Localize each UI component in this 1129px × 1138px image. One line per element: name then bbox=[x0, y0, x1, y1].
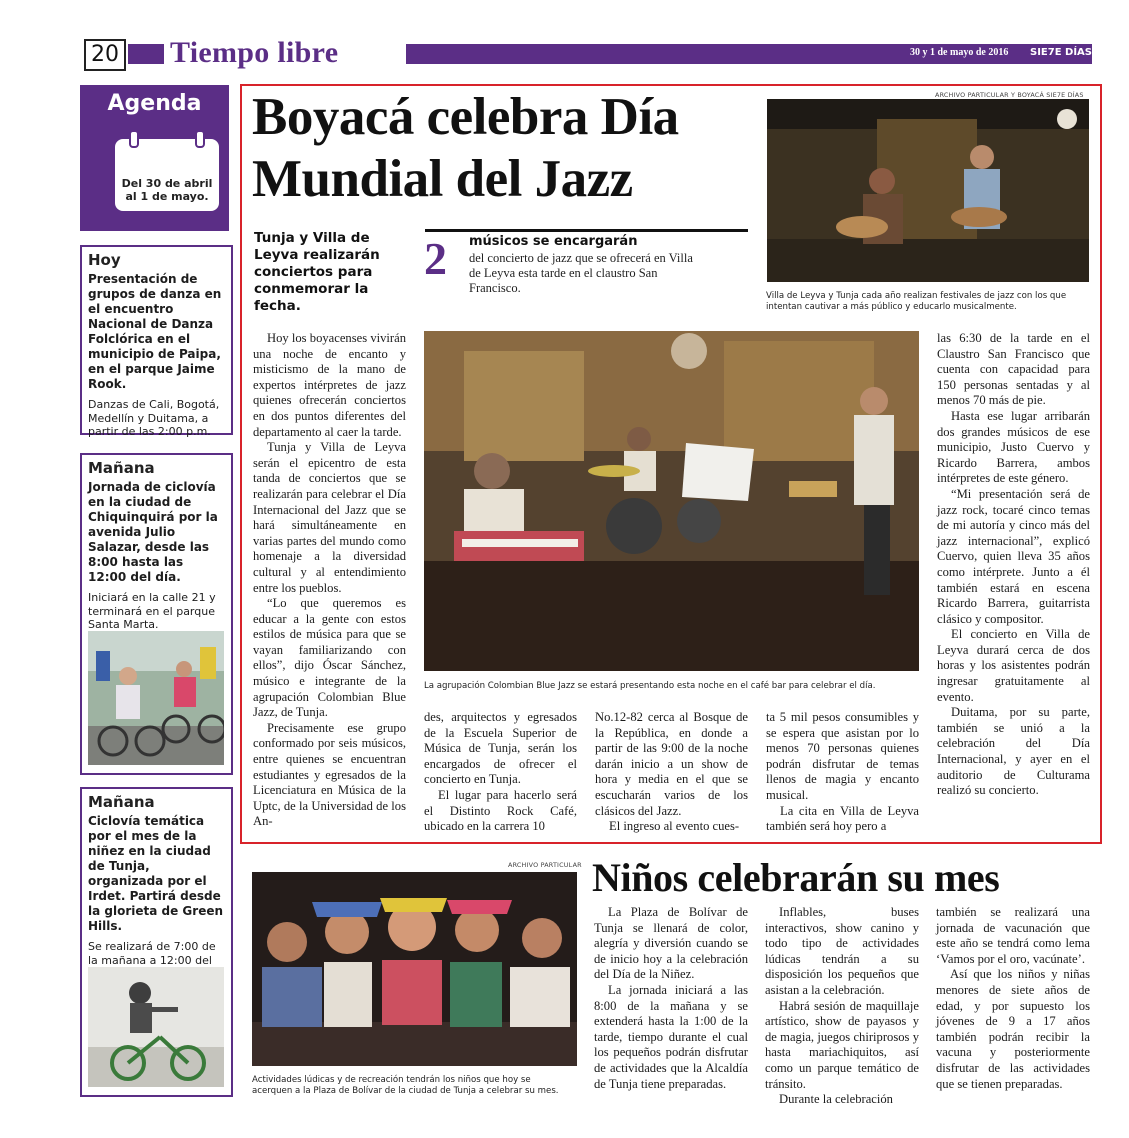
paragraph: La Plaza de Bolívar de Tunja se llenará de color, alegría y diversión cuando se de inicio hoy a la celebración del Día de la Niñez. bbox=[594, 905, 748, 982]
ninos-column-3 bbox=[936, 905, 1090, 1092]
paragraph: las 6:30 de la tarde en el Claustro San Francisco que cuenta con capacidad para 150 personas sentadas y al menos 70 más de pie. bbox=[937, 331, 1090, 408]
jazz-photo-credit: ARCHIVO PARTICULAR Y BOYACÁ SIE7E DÍAS bbox=[935, 91, 1084, 99]
agenda-item-lead: Ciclovía temática por el mes de la niñez en la ciudad de Tunja, organizada por el Irdet. Partirá desde la glorieta de Green Hills. bbox=[88, 814, 224, 933]
paragraph: des, arquitectos y egresados de la Escuela Superior de Música de Tunja, serán los encargados de ofrecer el concierto en Tunja. bbox=[424, 710, 577, 787]
guitarists-photo bbox=[767, 99, 1089, 282]
guitarists-caption: Villa de Leyva y Tunja cada año realizan festivales de jazz con los que intentan cautivar a más público y educarlo musicalmente. bbox=[766, 291, 1067, 312]
agenda-dates: Del 30 de abril al 1 de mayo. bbox=[121, 177, 213, 203]
page-number: 20 bbox=[84, 39, 126, 71]
paragraph: Precisamente ese grupo conformado por seis músicos, entre quienes se encuentran estudiantes y egresados de la Licenciatura en Música de la Uptc, de la Universidad de los An- bbox=[253, 720, 406, 829]
jazz-column-1 bbox=[253, 331, 406, 830]
paragraph: Así que los niños y niñas menores de siete años de edad, y por supuesto los jóvenes de 9 a 17 años también podrán recibir la vacuna y posteriormente disfrutar de las actividades que se tienen preparadas. bbox=[936, 967, 1090, 1091]
paragraph: La jornada iniciará a las 8:00 de la mañana y se extenderá hasta la 1:00 de la tarde, tiempo durante el cual los pequeños podrán disfrutar de actividades que la Alcaldía de Tunja tiene preparadas. bbox=[594, 982, 748, 1091]
paragraph: El ingreso al evento cues- bbox=[609, 819, 740, 834]
stat-rule bbox=[425, 229, 748, 232]
paragraph: “Mi presentación será de jazz rock, tocaré cinco temas de mi autoría y cinco más del jazz internacional”, explicó Cuervo, quien lleva 35 años como intérprete. Junto a él también estará en escena Ricardo Barrera, guitarrista clásico y compositor. bbox=[937, 486, 1090, 626]
stat-text: del concierto de jazz que se ofrecerá en Villa de Leyva esta tarde en el claustro San Francisco. bbox=[469, 251, 693, 295]
agenda-item-head: Hoy bbox=[88, 251, 121, 269]
cyclists-photo bbox=[88, 631, 224, 765]
jazz-subhead: Tunja y Villa de Leyva realizarán conciertos para conmemorar la fecha. bbox=[254, 230, 380, 314]
paragraph: La cita en Villa de Leyva también será hoy pero a bbox=[766, 803, 919, 834]
agenda-item-detail: Danzas de Cali, Bogotá, Medellín y Duitama, a partir de las 2:00 p.m. bbox=[88, 398, 220, 438]
agenda-item-detail: Iniciará en la calle 21 y terminará en el parque Santa Marta. bbox=[88, 591, 216, 631]
ninos-column-2 bbox=[765, 905, 919, 1108]
children-photo bbox=[252, 872, 577, 1066]
agenda-item-lead: Presentación de grupos de danza en el encuentro Nacional de Danza Folclórica en el municipio de Paipa, en el parque Jaime Rook. bbox=[88, 272, 222, 391]
band-photo bbox=[424, 331, 919, 671]
paragraph: El lugar para hacerlo será el Distinto Rock Café, ubicado en la carrera 10 bbox=[424, 787, 577, 834]
ninos-photo-credit: ARCHIVO PARTICULAR bbox=[508, 861, 582, 869]
children-caption: Actividades lúdicas y de recreación tendrán los niños que hoy se acerquen a la Plaza de Bolívar de la ciudad de Tunja a celebrar su mes. bbox=[252, 1075, 559, 1096]
agenda-item-head: Mañana bbox=[88, 459, 155, 477]
agenda-title: Agenda bbox=[107, 91, 202, 116]
paragraph: también se realizará una jornada de vacunación que este año se tendrá como lema ‘Vamos por el oro, vacúnate’. bbox=[936, 905, 1090, 966]
paragraph: El concierto en Villa de Leyva durará cerca de dos horas y los asistentes podrán ingresar gratuitamente al evento. bbox=[937, 627, 1090, 704]
agenda-box bbox=[80, 85, 229, 231]
agenda-item-manana-2 bbox=[80, 787, 233, 1097]
paragraph: Hasta ese lugar arribarán dos grandes músicos de ese municipio, Justo Cuervo y Ricardo Barrera, ambos intérpretes de este género. bbox=[937, 408, 1090, 486]
ninos-headline: Niños celebrarán su mes bbox=[592, 855, 1000, 900]
jazz-column-2 bbox=[424, 710, 577, 835]
paragraph: Durante la celebración bbox=[779, 1092, 893, 1107]
section-title: Tiempo libre bbox=[170, 36, 339, 69]
agenda-item-detail: Se realizará de 7:00 de la mañana a 12:00 del bbox=[88, 940, 216, 967]
header-brand: SIE7E DÍAS bbox=[1030, 47, 1092, 58]
jazz-column-5 bbox=[937, 331, 1090, 799]
paragraph: Tunja y Villa de Leyva serán el epicentro de esta tanda de conciertos que se realizarán para celebrar el Día Internacional del Jazz que se hará simultáneamente en varias partes del mundo como homenaje a la diversidad cultural y al entendimiento entre los pueblos. bbox=[253, 440, 406, 595]
agenda-item-manana-1 bbox=[80, 453, 233, 775]
header-date: 30 y 1 de mayo de 2016 bbox=[910, 47, 1009, 58]
jazz-column-4 bbox=[766, 710, 919, 835]
ninos-column-1 bbox=[594, 905, 748, 1092]
paragraph: Habrá sesión de maquillaje artístico, show de payasos y de magia, juegos chiriprosos y hasta mariachiquitos, así como un parque temático de tránsito. bbox=[765, 998, 919, 1091]
jazz-column-3 bbox=[595, 710, 748, 835]
agenda-item-hoy bbox=[80, 245, 233, 438]
paragraph: Hoy los boyacenses vivirán una noche de encanto y misticismo de la mano de expertos intérpretes de jazz quienes ofrecerán conciertos en dos puntos diferentes del departamento al caer la tarde. bbox=[253, 331, 406, 439]
paragraph: “Lo que queremos es educar a la gente con estos estilos de música para que se vayan familiarizando con ellos”, dijo Óscar Sánchez, músico e integrante de la agrupación Colombian Blue Jazz, de Tunja. bbox=[253, 596, 406, 720]
paragraph: No.12-82 cerca al Bosque de la República, en donde a partir de las 9:00 de la noche darán inicio a un show de hora y media en el que se escucharán varios de los clásicos del Jazz. bbox=[595, 710, 748, 818]
band-caption: La agrupación Colombian Blue Jazz se estará presentando esta noche en el café bar para celebrar el día. bbox=[424, 681, 876, 691]
child-cyclist-photo bbox=[88, 967, 224, 1087]
stat-bold: músicos se encargarán bbox=[469, 234, 638, 249]
jazz-headline: Boyacá celebra Día Mundial del Jazz bbox=[252, 88, 679, 208]
stat-number: 2 bbox=[424, 233, 447, 284]
header-bar-left bbox=[128, 44, 164, 64]
paragraph: Duitama, por su parte, también se unió a la celebración del Día Internacional, y ayer en el auditorio de Culturama realizó su concierto. bbox=[937, 705, 1090, 798]
paragraph: Inflables, buses interactivos, show canino y todo tipo de actividades lúdicas tendrán a su disposición los pequeños que asistan a la celebración. bbox=[765, 905, 919, 997]
agenda-item-head: Mañana bbox=[88, 793, 155, 811]
paragraph: ta 5 mil pesos consumibles y se espera que asistan por lo menos 70 personas quienes podrán disfrutar de temas llenos de magia y encanto musical. bbox=[766, 710, 919, 802]
agenda-item-lead: Jornada de ciclovía en la ciudad de Chiquinquirá por la avenida Julio Salazar, desde las 8:00 hasta las 12:00 del día. bbox=[88, 480, 218, 584]
page-header bbox=[80, 38, 1092, 70]
